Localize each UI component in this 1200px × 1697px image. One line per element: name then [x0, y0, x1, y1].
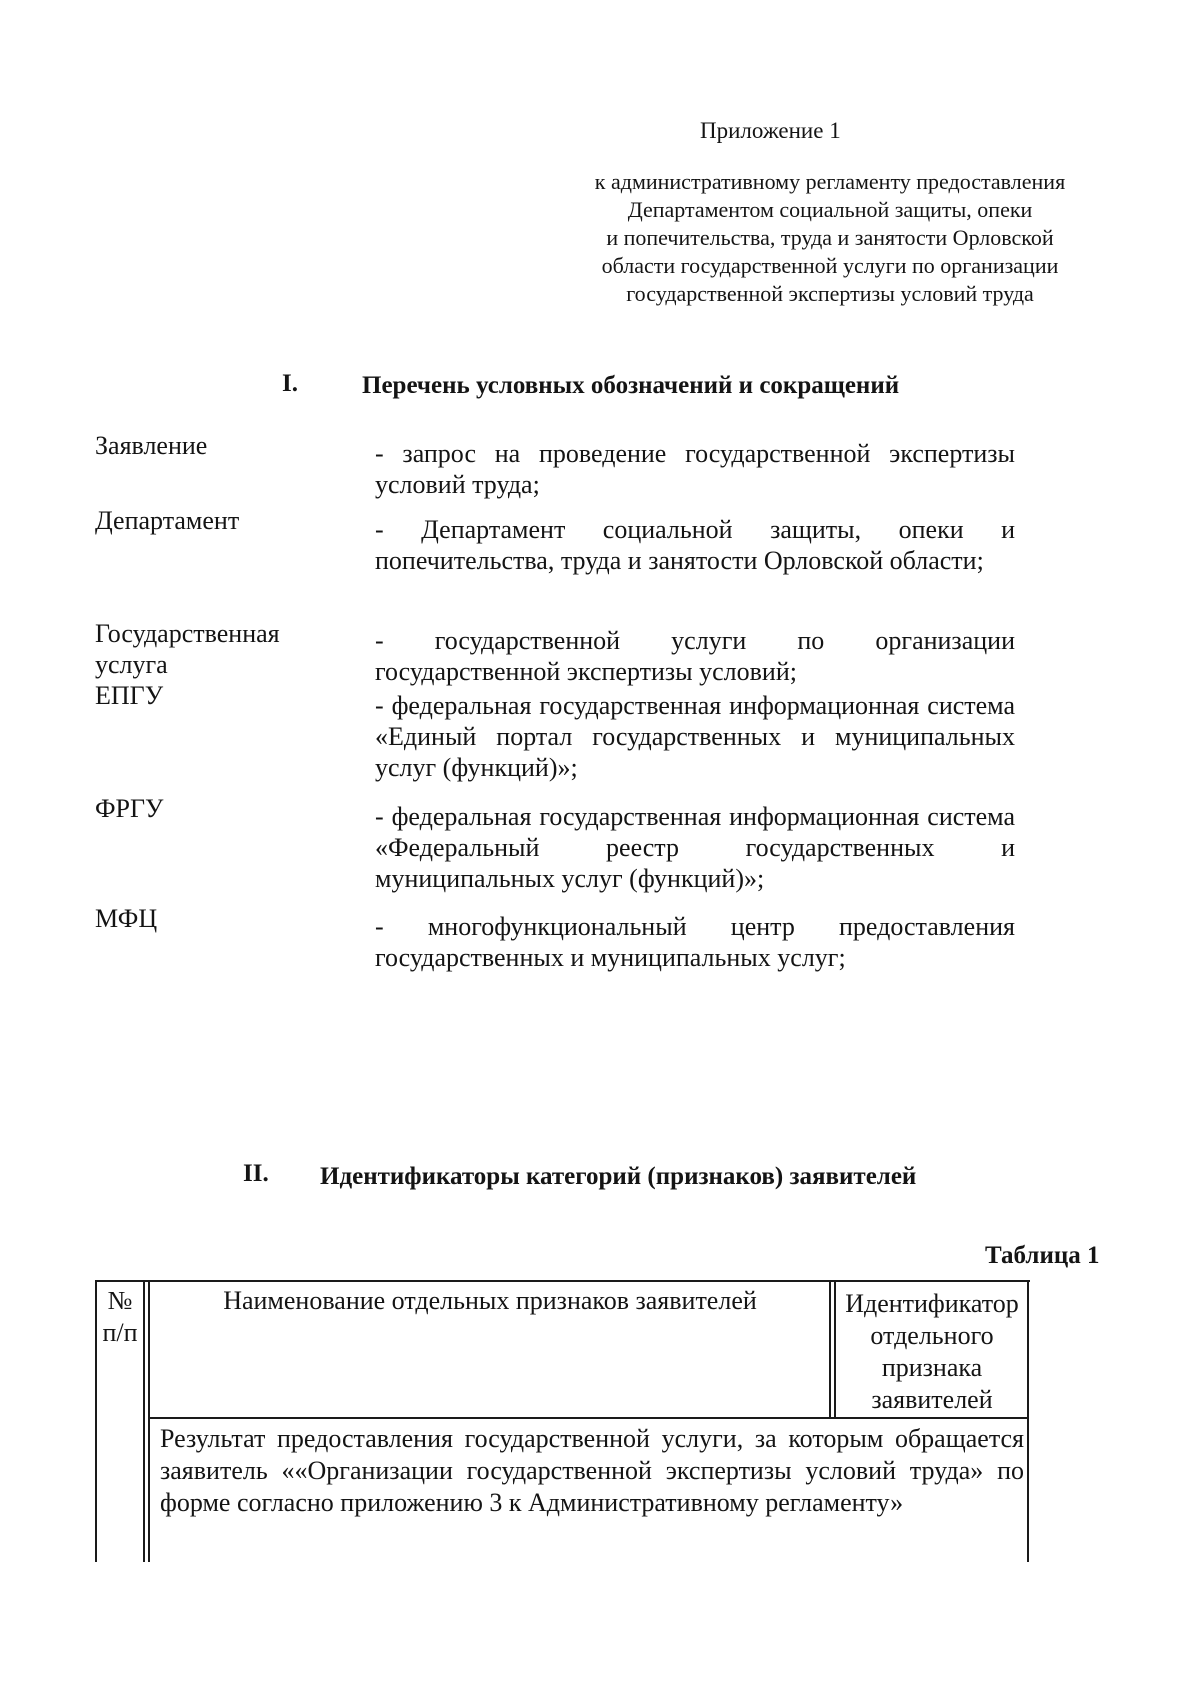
table-merged-row: Результат предоставления государственной услуги, за которым обращается заявитель ««Организации государственной экспертизы условий труда» по форме согласно приложению 3 к Административному регламенту» [160, 1424, 1024, 1517]
table-header-num: № п/п [102, 1286, 138, 1347]
table-row-separator [148, 1417, 1029, 1419]
table-caption: Таблица 1 [985, 1242, 1100, 1269]
term-frgu: ФРГУ [95, 794, 164, 823]
table-border-left [95, 1280, 97, 1562]
table-border-right [1027, 1280, 1029, 1562]
definition-zayavlenie: - запрос на проведение государственной экспертизы условий труда; [375, 439, 1015, 499]
appendix-subtitle-line: и попечительства, труда и занятости Орловской [606, 225, 1054, 250]
definition-frgu: - федеральная государственная информационная система «Федеральный реестр государственных и муниципальных услуг (функций)»; [375, 802, 1015, 893]
section2-title: Идентификаторы категорий (признаков) заявителей [320, 1163, 917, 1190]
definition-epgu: - федеральная государственная информационная система «Единый портал государственных и муниципальных услуг (функций)»; [375, 691, 1015, 782]
appendix-title: Приложение 1 [700, 118, 841, 143]
definition-departament: - Департамент социальной защиты, опеки и попечительства, труда и занятости Орловской области; [375, 515, 1015, 575]
appendix-subtitle-line: Департаментом социальной защиты, опеки [627, 197, 1033, 222]
term-departament: Департамент [95, 506, 240, 535]
definition-mfc: - многофункциональный центр предоставления государственных и муниципальных услуг; [375, 912, 1015, 972]
table-border-inner-left-a [143, 1280, 145, 1562]
table-header-identifier: Идентификатор отдельного признака заявителей [845, 1289, 1019, 1414]
appendix-subtitle-line: области государственной услуги по организации [601, 253, 1059, 278]
appendix-subtitle-line: государственной экспертизы условий труда [626, 281, 1034, 306]
appendix-subtitle [560, 168, 1100, 308]
section1-title: Перечень условных обозначений и сокращений [362, 372, 900, 399]
table-border-mid-b [834, 1280, 836, 1419]
definition-gos-usluga: - государственной услуги по организации государственной экспертизы условий; [375, 626, 1015, 686]
table-border-top [95, 1280, 1030, 1282]
section2-number: II. [243, 1160, 269, 1187]
section1-number: I. [282, 370, 298, 397]
term-gos-usluga: Государственная услуга [95, 619, 280, 679]
term-mfc: МФЦ [95, 904, 158, 933]
term-epgu: ЕПГУ [95, 681, 164, 710]
table-header-name: Наименование отдельных признаков заявителей [223, 1286, 757, 1315]
table-border-mid-a [829, 1280, 831, 1419]
table-border-inner-left-b [148, 1280, 150, 1562]
term-zayavlenie: Заявление [95, 431, 208, 460]
appendix-subtitle-line: к административному регламенту предоставления [594, 169, 1066, 194]
